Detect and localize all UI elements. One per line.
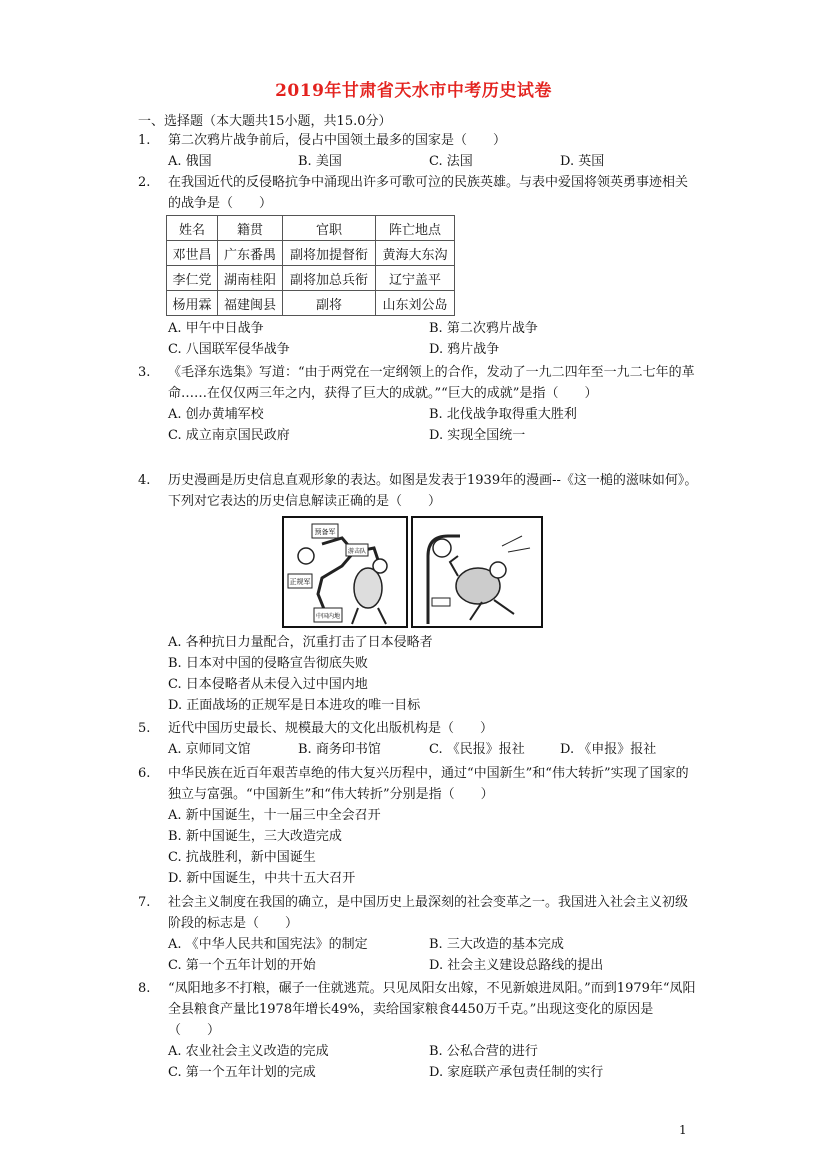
question-number: 7. (138, 895, 151, 910)
cartoon-label: 预备军 (314, 528, 336, 536)
option-b[interactable]: B. 公私合营的进行 (429, 1044, 538, 1059)
question-5 (138, 718, 698, 760)
table-row (167, 266, 455, 291)
option-a[interactable]: A. 俄国 (168, 154, 212, 169)
table-cell: 山东刘公岛 (376, 291, 455, 316)
question-7 (138, 892, 698, 976)
table-header-row (167, 216, 455, 241)
question-text: 中华民族在近百年艰苦卓绝的伟大复兴历程中，通过“中国新生”和“伟大转折”实现了国家的独立与富强。“中国新生”和“伟大转折”分别是指（ ） (168, 766, 689, 802)
question-6 (138, 763, 698, 889)
cartoon-label: 游击队 (347, 548, 367, 555)
question-number: 4. (138, 473, 151, 488)
table-cell: 副将加总兵衔 (283, 266, 376, 291)
table-cell: 湖南桂阳 (218, 266, 283, 291)
option-b[interactable]: B. 三大改造的基本完成 (429, 937, 564, 952)
question-text: “凤阳地多不打粮，碾子一住就逃荒。只见凤阳女出嫁，不见新娘进凤阳。”而到1979年“凤阳全县粮食产量比1978年增长49%，卖给国家粮食4450万千克。”出现这变化的原因是（ ） (168, 981, 696, 1038)
table-header: 籍贯 (218, 216, 283, 241)
option-a[interactable]: A. 创办黄埔军校 (168, 407, 264, 422)
option-d[interactable]: D. 英国 (560, 154, 605, 169)
table-cell: 李仁党 (167, 266, 218, 291)
option-a[interactable]: A. 农业社会主义改造的完成 (168, 1044, 329, 1059)
option-c[interactable]: C. 八国联军侵华战争 (168, 342, 290, 357)
option-d[interactable]: D. 实现全国统一 (429, 428, 526, 443)
cartoon-image (282, 516, 544, 628)
page-title: 2019年甘肃省天水市中考历史试卷 (275, 81, 552, 101)
question-number: 1. (138, 133, 151, 148)
option-c[interactable]: C. 日本侵略者从未侵入过中国内地 (168, 677, 368, 692)
question-8 (138, 978, 698, 1083)
question-number: 2. (138, 175, 151, 190)
table-cell: 辽宁盖平 (376, 266, 455, 291)
options (168, 151, 698, 172)
table-cell: 福建闽县 (218, 291, 283, 316)
question-number: 8. (138, 981, 151, 996)
question-text: 在我国近代的反侵略抗争中涌现出许多可歌可泣的民族英雄。与表中爱国将领英勇事迹相关的战争是（ ） (168, 175, 689, 211)
table-cell: 邓世昌 (167, 241, 218, 266)
option-c[interactable]: C. 《民报》报社 (429, 742, 525, 757)
section-heading: 一、选择题（本大题共15小题，共15.0分） (138, 114, 392, 129)
option-b[interactable]: B. 新中国诞生，三大改造完成 (168, 829, 342, 844)
table-header: 姓名 (167, 216, 218, 241)
option-c[interactable]: C. 第一个五年计划的完成 (168, 1065, 316, 1080)
option-b[interactable]: B. 第二次鸦片战争 (429, 321, 538, 336)
option-a[interactable]: A. 各种抗日力量配合，沉重打击了日本侵略者 (168, 635, 433, 650)
option-b[interactable]: B. 美国 (298, 154, 342, 169)
table-cell: 副将 (283, 291, 376, 316)
option-b[interactable]: B. 日本对中国的侵略宣告彻底失败 (168, 656, 368, 671)
option-d[interactable]: D. 正面战场的正规军是日本进攻的唯一目标 (168, 698, 421, 713)
option-d[interactable]: D. 鸦片战争 (429, 342, 500, 357)
option-c[interactable]: C. 第一个五年计划的开始 (168, 958, 316, 973)
option-a[interactable]: A. 京师同文馆 (168, 742, 251, 757)
option-c[interactable]: C. 抗战胜利，新中国诞生 (168, 850, 316, 865)
table-cell: 副将加提督衔 (283, 241, 376, 266)
question-number: 5. (138, 721, 151, 736)
question-number: 3. (138, 365, 151, 380)
table-cell: 黄海大东沟 (376, 241, 455, 266)
option-b[interactable]: B. 北伐战争取得重大胜利 (429, 407, 577, 422)
option-c[interactable]: C. 法国 (429, 154, 473, 169)
table-header: 阵亡地点 (376, 216, 455, 241)
table-cell: 广东番禺 (218, 241, 283, 266)
question-text: 历史漫画是历史信息直观形象的表达。如图是发表于1939年的漫画--《这一槌的滋味如何》。下列对它表达的历史信息解读正确的是（ ） (168, 473, 698, 509)
option-d[interactable]: D. 家庭联产承包责任制的实行 (429, 1065, 604, 1080)
table-row (167, 241, 455, 266)
table-header: 官职 (283, 216, 376, 241)
question-2-options (138, 318, 698, 360)
question-text: 第二次鸦片战争前后，侵占中国领土最多的国家是（ ） (168, 133, 507, 148)
option-c[interactable]: C. 成立南京国民政府 (168, 428, 290, 443)
option-a[interactable]: A. 《中华人民共和国宪法》的制定 (168, 937, 368, 952)
cartoon-label: 正规军 (289, 578, 311, 586)
question-1 (138, 130, 698, 172)
option-a[interactable]: A. 新中国诞生，十一届三中全会召开 (168, 808, 381, 823)
option-d[interactable]: D. 《申报》报社 (560, 742, 657, 757)
option-b[interactable]: B. 商务印书馆 (298, 742, 381, 757)
question-text: 近代中国历史最长、规模最大的文化出版机构是（ ） (168, 721, 494, 736)
option-d[interactable]: D. 新中国诞生，中共十五大召开 (168, 871, 356, 886)
page-number: 1 (679, 1123, 687, 1137)
question-3 (138, 362, 698, 446)
option-d[interactable]: D. 社会主义建设总路线的提出 (429, 958, 604, 973)
question-4-options (138, 632, 698, 716)
question-number: 6. (138, 766, 151, 781)
option-a[interactable]: A. 甲午中日战争 (168, 321, 264, 336)
table-row (167, 291, 455, 316)
table-cell: 杨用霖 (167, 291, 218, 316)
question-text: 《毛泽东选集》写道：“由于两党在一定纲领上的合作，发动了一九二四年至一九二七年的革命……在仅仅两三年之内，获得了巨大的成就。”“巨大的成就”是指（ ） (168, 365, 695, 401)
question-text: 社会主义制度在我国的确立，是中国历史上最深刻的社会变革之一。我国进入社会主义初级阶段的标志是（ ） (168, 895, 689, 931)
question-4 (138, 470, 698, 512)
cartoon-label: 中国内地 (315, 613, 341, 620)
question-2 (138, 172, 698, 214)
generals-table (166, 215, 455, 316)
